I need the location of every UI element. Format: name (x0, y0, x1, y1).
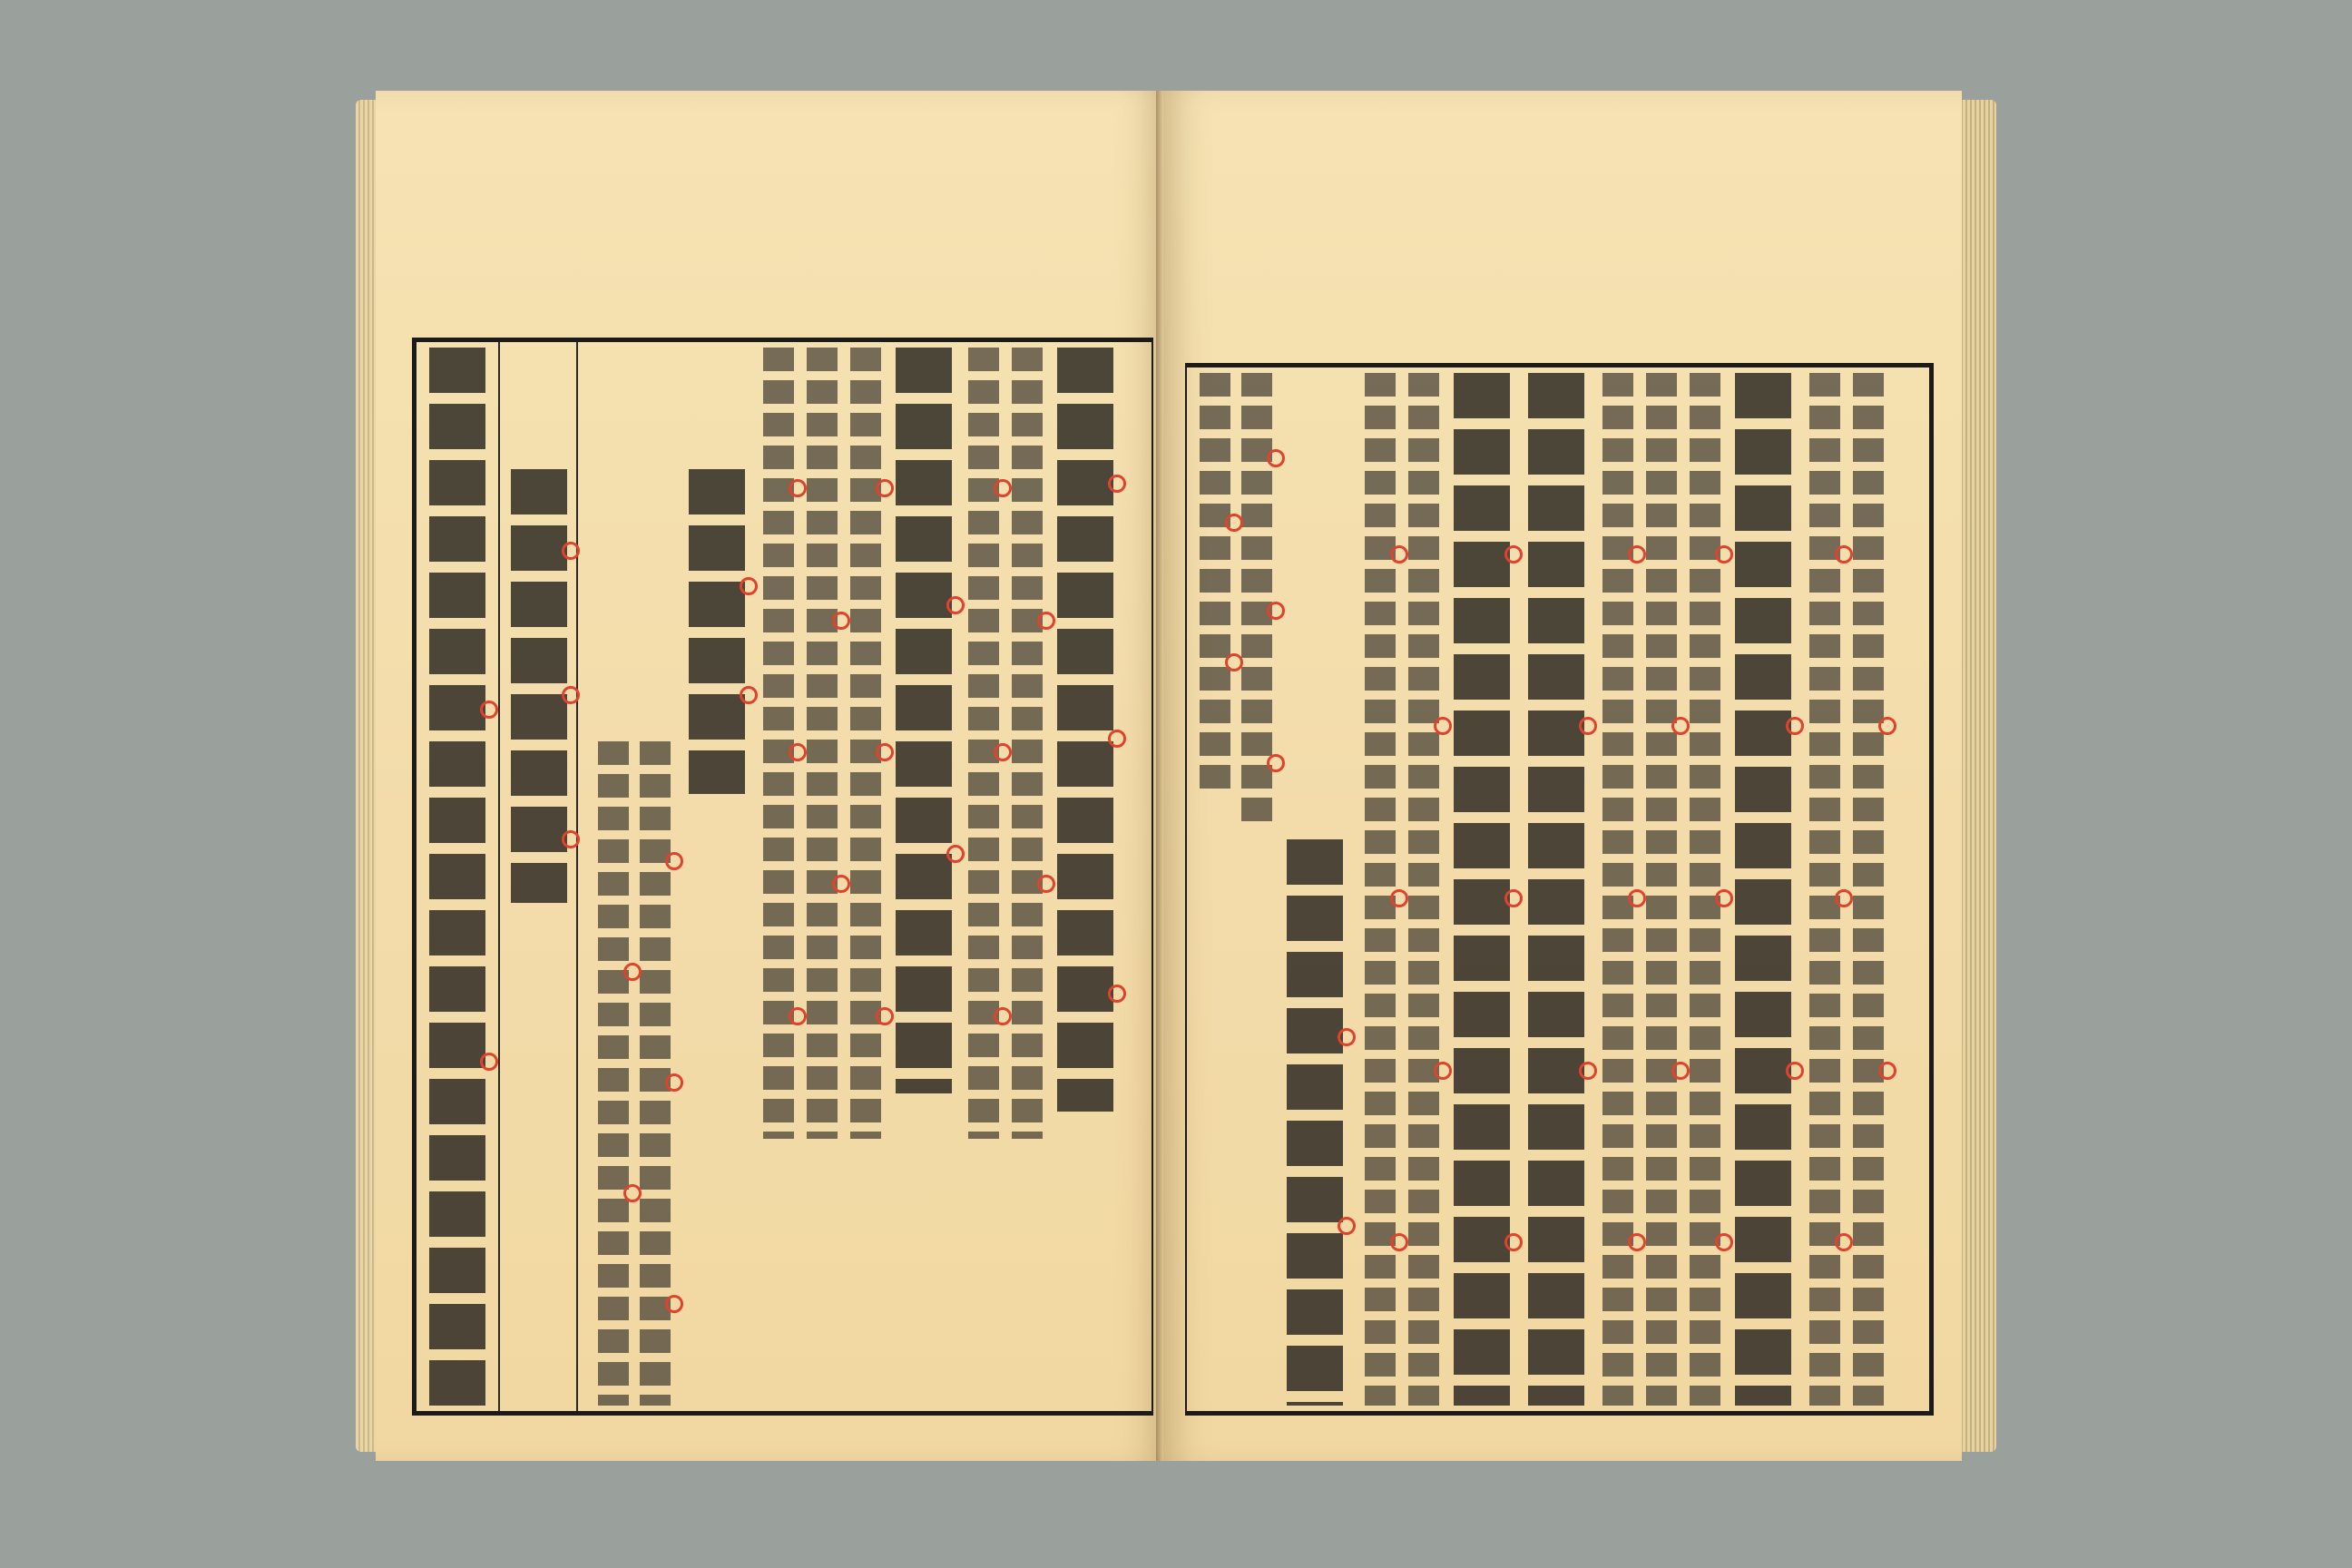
text-column (1735, 373, 1791, 1406)
text-column (1646, 373, 1677, 1406)
text-column (1454, 373, 1510, 1406)
text-column (1690, 373, 1720, 1406)
punctuation-circle (994, 1007, 1012, 1025)
open-book (356, 91, 1996, 1461)
punctuation-circle (789, 743, 807, 761)
right-page (1163, 91, 1962, 1461)
punctuation-circle (1434, 717, 1452, 735)
punctuation-circle (1338, 1028, 1356, 1046)
punctuation-circle (1786, 717, 1804, 735)
column-rule (498, 342, 500, 1411)
punctuation-circle (1037, 612, 1055, 630)
punctuation-circle (665, 852, 683, 870)
punctuation-circle (1225, 653, 1243, 671)
punctuation-circle (1037, 875, 1055, 893)
text-column (1408, 373, 1439, 1406)
punctuation-circle (1715, 545, 1733, 564)
left-text-frame (412, 338, 1153, 1416)
punctuation-circle (665, 1073, 683, 1092)
punctuation-circle (480, 701, 498, 719)
text-column (1287, 839, 1343, 1406)
text-column (429, 348, 485, 1406)
text-column (896, 348, 952, 1093)
text-column (1200, 373, 1230, 794)
punctuation-circle (562, 542, 580, 560)
punctuation-circle (994, 479, 1012, 497)
punctuation-circle (1715, 889, 1733, 907)
right-text-frame (1185, 363, 1934, 1416)
punctuation-circle (1267, 754, 1285, 772)
punctuation-circle (1628, 1233, 1646, 1251)
punctuation-circle (1878, 717, 1896, 735)
punctuation-circle (946, 596, 965, 614)
punctuation-circle (1434, 1062, 1452, 1080)
left-page (376, 91, 1163, 1461)
punctuation-circle (740, 686, 758, 704)
punctuation-circle (876, 1007, 894, 1025)
punctuation-circle (1835, 545, 1853, 564)
punctuation-circle (1225, 514, 1243, 532)
punctuation-circle (1786, 1062, 1804, 1080)
text-column (1365, 373, 1396, 1406)
punctuation-circle (1267, 449, 1285, 467)
column-rule (576, 342, 578, 1411)
punctuation-circle (876, 743, 894, 761)
punctuation-circle (1579, 717, 1597, 735)
punctuation-circle (1835, 889, 1853, 907)
punctuation-circle (1504, 1233, 1523, 1251)
punctuation-circle (1390, 545, 1408, 564)
punctuation-circle (832, 875, 850, 893)
punctuation-circle (1715, 1233, 1733, 1251)
text-column (1057, 348, 1113, 1112)
author-heading (511, 469, 567, 903)
punctuation-circle (623, 963, 642, 981)
punctuation-circle (994, 743, 1012, 761)
punctuation-circle (562, 686, 580, 704)
punctuation-circle (946, 845, 965, 863)
punctuation-circle (876, 479, 894, 497)
punctuation-circle (1579, 1062, 1597, 1080)
punctuation-circle (1671, 1062, 1690, 1080)
punctuation-circle (1628, 545, 1646, 564)
text-column (807, 348, 838, 1139)
text-column (1602, 373, 1633, 1406)
punctuation-circle (789, 1007, 807, 1025)
punctuation-circle (740, 577, 758, 595)
punctuation-circle (1338, 1217, 1356, 1235)
punctuation-circle (480, 1053, 498, 1071)
punctuation-circle (1835, 1233, 1853, 1251)
text-column (598, 741, 629, 1406)
punctuation-circle (1878, 1062, 1896, 1080)
punctuation-circle (1108, 985, 1126, 1003)
poem-title (689, 469, 745, 794)
text-column (1528, 373, 1584, 1406)
punctuation-circle (1504, 889, 1523, 907)
punctuation-circle (623, 1184, 642, 1202)
punctuation-circle (1108, 475, 1126, 493)
text-column (1853, 373, 1884, 1406)
punctuation-circle (832, 612, 850, 630)
punctuation-circle (1390, 1233, 1408, 1251)
punctuation-circle (789, 479, 807, 497)
punctuation-circle (1504, 545, 1523, 564)
punctuation-circle (1267, 602, 1285, 620)
punctuation-circle (1390, 889, 1408, 907)
punctuation-circle (1628, 889, 1646, 907)
punctuation-circle (665, 1295, 683, 1313)
text-column (1012, 348, 1043, 1139)
text-column (1809, 373, 1840, 1406)
punctuation-circle (1671, 717, 1690, 735)
punctuation-circle (1108, 730, 1126, 748)
